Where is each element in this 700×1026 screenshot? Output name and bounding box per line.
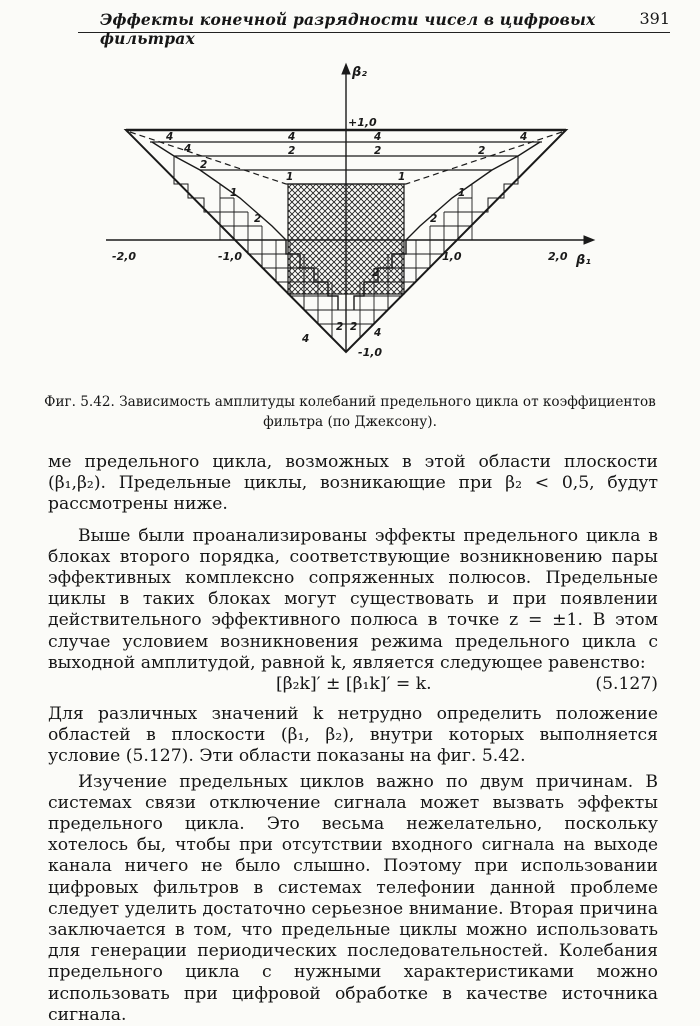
hatched-region (288, 184, 404, 294)
region-label: 4 (288, 131, 296, 143)
page-number: 391 (639, 9, 670, 28)
region-label: 2 (288, 145, 296, 157)
paragraph-2: Выше были проанализированы эффекты предельного цикла в блоках второго порядка, соответствующие возникновению пары эффективных комплексно сопряженных полюсов. Предельные циклы в таких блоках могут существовать и при появлении действительного эффективного полюса в точке z = ±1. В этом случае условием возникновения режима предельного цикла с выходной амплитудой, равной k, является следующее равенство: (48, 525, 658, 673)
beta2-arrow (342, 64, 350, 74)
region-label: 4 (374, 131, 382, 143)
beta1-arrow (584, 236, 594, 244)
region-label: 4 (302, 333, 310, 345)
region-label: 4 (184, 143, 192, 155)
tick-x-minus-two: -2,0 (112, 250, 137, 263)
paragraph-4: Изучение предельных циклов важно по двум причинам. В системах связи отключение сигнала может вызвать эффекты предельного цикла. Это весьма нежелательно, поскольку хотелось бы, чтобы при отсутствии входного сигнала на выходе канала ничего не было слышно. Поэтому при использовании цифровых фильтров в системах телефонии данной проблеме следует уделить достаточно серьезное внимание. Вторая причина заключается в том, что предельные циклы можно использовать для генерации периодических последовательностей. Колебания предельного цикла с нужными характеристиками можно использовать при цифровой обработке в качестве источника сигнала. (48, 771, 658, 1025)
axis-label-beta1: β₁ (576, 253, 591, 268)
running-title: Эффекты конечной разрядности чисел в цифровых фильтрах (100, 10, 596, 48)
stability-triangle-diagram (100, 52, 600, 372)
equation-body: [β₂k]′ ± [β₁k]′ = k. (276, 674, 432, 695)
paragraph-1: ме предельного цикла, возможных в этой области плоскости (β₁,β₂). Предельные циклы, возникающие при β₂ < 0,5, будут рассмотрены ниже. (48, 452, 658, 515)
region-label: 2 (478, 145, 486, 157)
region-label: 2 (200, 159, 208, 171)
region-label: 2 (372, 267, 380, 279)
region-label: 4 (520, 131, 528, 143)
region-label: 2 (336, 321, 344, 333)
paragraph-3: Для различных значений k нетрудно определить положение областей в плоскости (β₁, β₂), внутри которых выполняется условие (5.127). Эти области показаны на фиг. 5.42. (48, 704, 658, 767)
equation-number: (5.127) (595, 674, 658, 695)
region-label: 2 (430, 213, 438, 225)
region-label: 2 (254, 213, 262, 225)
caption-label: Фиг. 5.42. (44, 394, 115, 410)
region-label: 1 (286, 171, 294, 183)
body-text (48, 452, 658, 1026)
tick-x-minus-one: -1,0 (218, 250, 243, 263)
tick-y-minus-one: -1,0 (358, 346, 383, 359)
tick-x-plus-one: 1,0 (442, 250, 462, 263)
running-header (78, 6, 670, 48)
region-label: 4 (166, 131, 174, 143)
region-label: 1 (230, 187, 238, 199)
region-label: 2 (350, 321, 358, 333)
region-label: 2 (374, 145, 382, 157)
region-label: 4 (374, 327, 382, 339)
region-label: 1 (458, 187, 466, 199)
figure-caption (30, 392, 670, 432)
equation-5-127 (48, 674, 658, 698)
caption-text: Зависимость амплитуды колебаний предельного цикла от коэффициентов фильтра (по Джексону). (119, 394, 656, 430)
figure-5-42 (100, 52, 600, 372)
tick-y-plus-one: +1,0 (348, 116, 377, 129)
region-label: 1 (398, 171, 406, 183)
tick-x-plus-two: 2,0 (548, 250, 568, 263)
axis-label-beta2: β₂ (352, 65, 367, 80)
